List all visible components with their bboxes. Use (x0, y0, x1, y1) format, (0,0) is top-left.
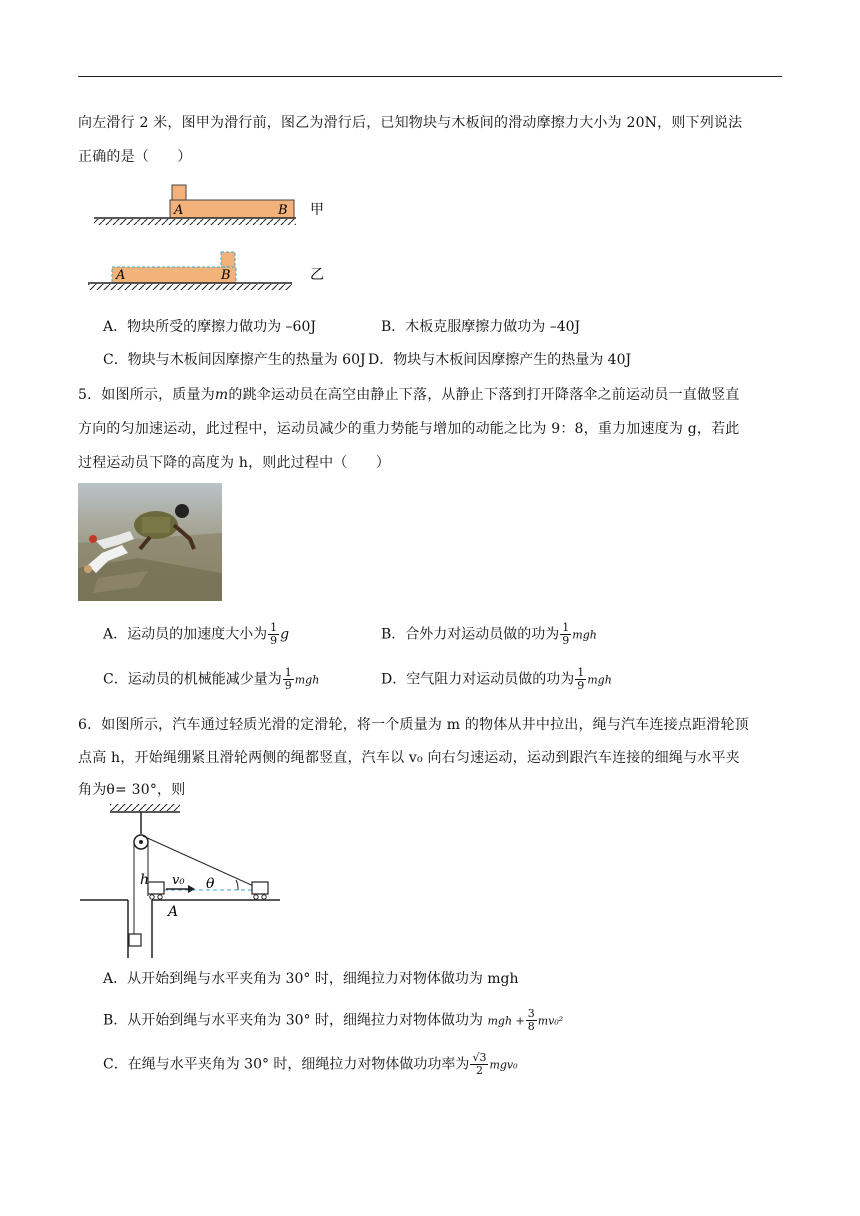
q6-stem-line1: 6．如图所示，汽车通过轻质光滑的定滑轮，将一个质量为 m 的物体从井中拉出，绳与汽车连接点距滑轮顶 (78, 717, 749, 733)
q4-label-yi: 乙 (310, 267, 324, 283)
skydiver-photo (78, 483, 222, 601)
q5-stem-line1: 5．如图所示，质量为m的跳伞运动员在高空由静止下落，从静止下落到打开降落伞之前运动员一直做竖直 (78, 387, 740, 403)
q4-block-a (172, 185, 186, 200)
q5-option-c: C．运动员的机械能减少量为 $\frac{1}{9}$ mgh (103, 666, 320, 692)
q4-stem-line2: 正确的是（ ） (78, 149, 192, 165)
q6-stem-line2: 点高 h，开始绳绷紧且滑轮两侧的绳都竖直，汽车以 v₀ 向右匀速运动，运动到跟汽车连接的细绳与水平夹 (78, 750, 740, 766)
well-object (129, 934, 141, 946)
header-rule (78, 76, 782, 77)
q6-option-b: B．从开始到绳与水平夹角为 30° 时，细绳拉力对物体做功为 mgh + $\frac{3}{8}$ mv₀² (103, 1007, 564, 1033)
q6-stem-line3: 角为θ= 30°，则 (78, 782, 186, 798)
q4-option-d: D．物块与木板间因摩擦产生的热量为 40J (368, 352, 632, 368)
q4-option-b: B．木板克服摩擦力做功为 –40J (381, 319, 581, 335)
q4-board-yi (112, 267, 236, 283)
q4-label-a-yi: A (116, 268, 126, 283)
q4-stem-line1: 向左滑行 2 米，图甲为滑行前，图乙为滑行后，已知物块与木板间的滑动摩擦力大小为 20N，则下列说法 (78, 115, 743, 131)
q5-option-b: B．合外力对运动员做的功为 $\frac{1}{9}$ mgh (381, 621, 597, 647)
q4-label-jia: 甲 (310, 202, 324, 218)
q4-block-b (221, 252, 235, 267)
q5-option-d: D．空气阻力对运动员做的功为 $\frac{1}{9}$ mgh (381, 666, 612, 692)
q6-option-c: C．在绳与水平夹角为 30° 时，细绳拉力对物体做功功率为 $\frac{√3}{2}$ mgv₀ (103, 1051, 518, 1077)
q4-label-a-jia: A (174, 203, 184, 218)
q4-board-jia (170, 200, 294, 218)
car-start (148, 882, 164, 894)
q4-label-b-jia: B (278, 203, 288, 218)
q6-option-a: A．从开始到绳与水平夹角为 30° 时，细绳拉力对物体做功为 mgh (103, 971, 519, 987)
svg-text:θ: θ (206, 876, 215, 892)
svg-text:A: A (168, 904, 179, 920)
q4-figure (88, 180, 348, 300)
svg-text:h: h (140, 872, 150, 888)
car-end (252, 882, 268, 894)
q4-label-b-yi: B (221, 268, 231, 283)
q4-option-a: A．物块所受的摩擦力做功为 –60J (103, 319, 316, 335)
q5-stem-line2: 方向的匀加速运动，此过程中，运动员减少的重力势能与增加的动能之比为 9：8，重力加速度为 g，若此 (78, 421, 740, 437)
q6-figure (80, 800, 290, 960)
q5-stem-line3: 过程运动员下降的高度为 h，则此过程中（ ） (78, 455, 391, 471)
svg-text:v₀: v₀ (172, 873, 185, 888)
q4-option-c: C．物块与木板间因摩擦产生的热量为 60J (103, 352, 366, 368)
q5-option-a: A．运动员的加速度大小为 $\frac{1}{9}$ g (103, 621, 290, 647)
